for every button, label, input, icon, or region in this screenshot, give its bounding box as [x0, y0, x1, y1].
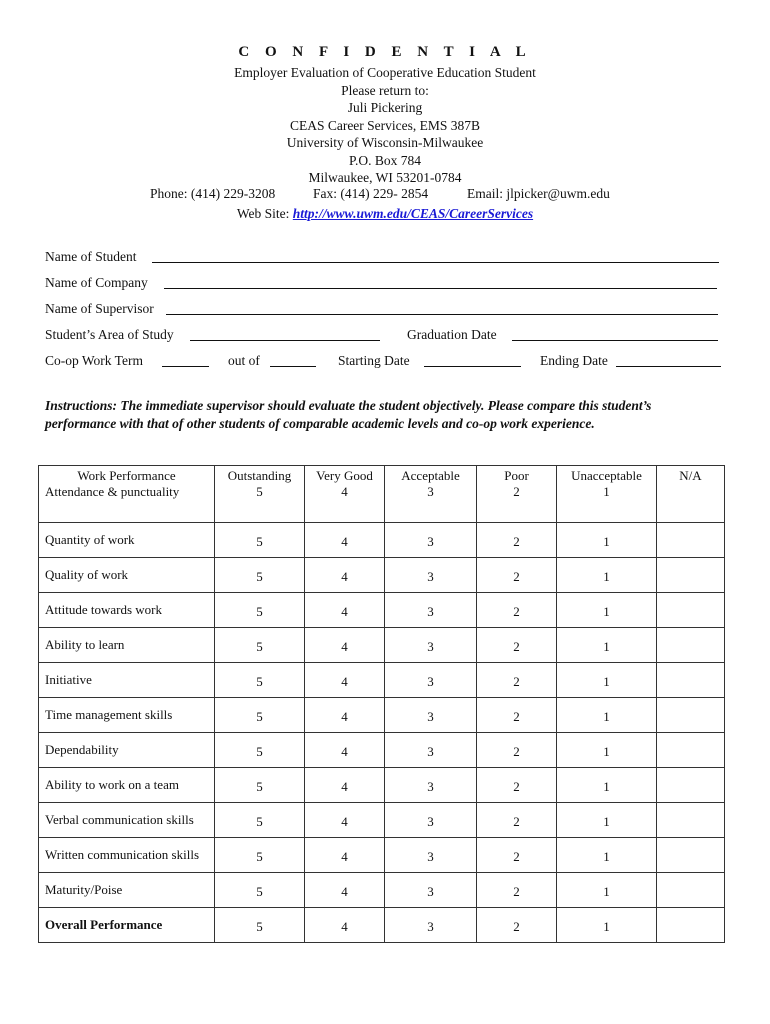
score-cell[interactable]: 1 — [557, 873, 657, 908]
very-good-title: Very Good — [316, 468, 373, 483]
table-row — [39, 733, 725, 768]
score-cell[interactable]: 2 — [477, 908, 557, 943]
table-row — [39, 908, 725, 943]
ending-date-label: Ending Date — [540, 353, 608, 368]
supervisor-name-label: Name of Supervisor — [45, 301, 154, 316]
company-name-line[interactable] — [164, 288, 717, 289]
confidential-heading: C O N F I D E N T I A L — [238, 44, 532, 60]
criterion-label: Dependability — [39, 733, 215, 768]
score-cell[interactable]: 2 — [477, 803, 557, 838]
ending-date-line[interactable] — [616, 366, 721, 367]
score-2[interactable]: 2 — [513, 484, 520, 499]
score-cell[interactable]: 4 — [305, 523, 385, 558]
score-cell[interactable]: 4 — [305, 698, 385, 733]
score-cell[interactable]: 3 — [385, 908, 477, 943]
score-cell[interactable]: 5 — [215, 698, 305, 733]
table-row — [39, 558, 725, 593]
starting-date-line[interactable] — [424, 366, 521, 367]
website-line — [0, 205, 770, 223]
graduation-date-label: Graduation Date — [407, 327, 497, 342]
na-cell[interactable] — [657, 558, 725, 593]
criterion-label: Quality of work — [39, 558, 215, 593]
score-cell[interactable]: 3 — [385, 803, 477, 838]
score-cell[interactable]: 1 — [557, 733, 657, 768]
out-of-label: out of — [228, 353, 260, 368]
starting-date-label: Starting Date — [338, 353, 410, 368]
score-cell[interactable]: 5 — [215, 663, 305, 698]
score-cell[interactable]: 3 — [385, 593, 477, 628]
supervisor-name-line[interactable] — [166, 314, 718, 315]
area-of-study-label: Student’s Area of Study — [45, 327, 174, 342]
return-to-text: Please return to: — [341, 82, 429, 98]
na-cell[interactable] — [657, 663, 725, 698]
criterion-label: Quantity of work — [39, 523, 215, 558]
acceptable-title: Acceptable — [401, 468, 460, 483]
form-title: Employer Evaluation of Cooperative Education Student — [234, 65, 536, 80]
table-row — [39, 838, 725, 873]
score-cell[interactable]: 2 — [477, 768, 557, 803]
score-cell[interactable]: 5 — [215, 558, 305, 593]
university-name: University of Wisconsin-Milwaukee — [286, 135, 484, 150]
score-cell[interactable]: 2 — [477, 733, 557, 768]
score-cell[interactable]: 3 — [385, 838, 477, 873]
score-cell[interactable]: 4 — [305, 663, 385, 698]
score-cell[interactable]: 4 — [305, 803, 385, 838]
score-cell[interactable]: 5 — [215, 838, 305, 873]
score-cell[interactable]: 5 — [215, 873, 305, 908]
score-cell[interactable]: 1 — [557, 523, 657, 558]
table-row — [39, 628, 725, 663]
criterion-label: Time management skills — [39, 698, 215, 733]
score-cell[interactable]: 5 — [215, 733, 305, 768]
na-title: N/A — [679, 468, 702, 483]
na-cell[interactable] — [657, 768, 725, 803]
na-cell[interactable] — [657, 593, 725, 628]
score-cell[interactable]: 3 — [385, 663, 477, 698]
score-cell[interactable]: 1 — [557, 768, 657, 803]
out-of-line[interactable] — [270, 366, 316, 367]
criterion-label: Maturity/Poise — [39, 873, 215, 908]
na-cell[interactable] — [657, 908, 725, 943]
na-header[interactable] — [657, 466, 725, 523]
graduation-date-line[interactable] — [512, 340, 718, 341]
outstanding-header — [215, 466, 305, 523]
table-row — [39, 663, 725, 698]
na-cell[interactable] — [657, 733, 725, 768]
criterion-label: Ability to learn — [39, 628, 215, 663]
unacceptable-title: Unacceptable — [571, 468, 642, 483]
first-row-label: Attendance & punctuality — [45, 484, 180, 499]
work-term-line[interactable] — [162, 366, 209, 367]
score-cell[interactable]: 4 — [305, 908, 385, 943]
score-cell[interactable]: 3 — [385, 558, 477, 593]
city-zip: Milwaukee, WI 53201-0784 — [308, 170, 462, 185]
table-row — [39, 698, 725, 733]
score-cell[interactable]: 1 — [557, 628, 657, 663]
acceptable-header — [385, 466, 477, 523]
fax-number: Fax: (414) 229- 2854 — [313, 186, 429, 201]
score-cell[interactable]: 5 — [215, 628, 305, 663]
score-cell[interactable]: 4 — [305, 558, 385, 593]
score-cell[interactable]: 5 — [215, 523, 305, 558]
score-cell[interactable]: 2 — [477, 593, 557, 628]
po-box: P.O. Box 784 — [348, 152, 421, 168]
table-row — [39, 523, 725, 558]
table-row — [39, 593, 725, 628]
score-cell[interactable]: 2 — [477, 838, 557, 873]
criterion-label: Ability to work on a team — [39, 768, 215, 803]
score-cell[interactable]: 2 — [477, 663, 557, 698]
score-cell[interactable]: 3 — [385, 523, 477, 558]
poor-title: Poor — [504, 468, 529, 483]
score-4[interactable]: 4 — [341, 484, 348, 499]
company-name-label: Name of Company — [45, 275, 148, 290]
criterion-label: Verbal communication skills — [39, 803, 215, 838]
work-performance-title: Work Performance — [77, 468, 176, 483]
score-cell[interactable]: 4 — [305, 838, 385, 873]
score-cell[interactable]: 2 — [477, 558, 557, 593]
criterion-label: Initiative — [39, 663, 215, 698]
score-cell[interactable]: 3 — [385, 733, 477, 768]
score-cell[interactable]: 4 — [305, 628, 385, 663]
score-cell[interactable]: 1 — [557, 593, 657, 628]
score-cell[interactable]: 3 — [385, 873, 477, 908]
table-row — [39, 803, 725, 838]
unacceptable-header — [557, 466, 657, 523]
table-header-row — [39, 466, 725, 523]
score-cell[interactable]: 2 — [477, 873, 557, 908]
student-name-label: Name of Student — [45, 249, 137, 264]
website-link[interactable]: http://www.uwm.edu/CEAS/CareerServices — [292, 206, 534, 221]
work-term-label: Co-op Work Term — [45, 353, 143, 368]
score-cell[interactable]: 5 — [215, 803, 305, 838]
score-cell[interactable]: 1 — [557, 908, 657, 943]
score-cell[interactable]: 3 — [385, 768, 477, 803]
evaluation-table — [38, 465, 725, 943]
score-cell[interactable]: 4 — [305, 733, 385, 768]
score-3[interactable]: 3 — [427, 484, 434, 499]
score-cell[interactable]: 3 — [385, 698, 477, 733]
score-cell[interactable]: 1 — [557, 663, 657, 698]
score-1[interactable]: 1 — [603, 484, 610, 499]
score-cell[interactable]: 1 — [557, 803, 657, 838]
score-cell[interactable]: 5 — [215, 768, 305, 803]
score-cell[interactable]: 1 — [557, 558, 657, 593]
score-cell[interactable]: 5 — [215, 908, 305, 943]
na-cell[interactable] — [657, 803, 725, 838]
outstanding-title: Outstanding — [227, 468, 292, 483]
score-cell[interactable]: 2 — [477, 698, 557, 733]
criterion-label: Written communication skills — [39, 838, 215, 873]
score-cell[interactable]: 2 — [477, 523, 557, 558]
score-cell[interactable]: 3 — [385, 628, 477, 663]
contact-name: Juli Pickering — [347, 100, 423, 115]
area-of-study-line[interactable] — [190, 340, 380, 341]
na-cell[interactable] — [657, 698, 725, 733]
poor-header — [477, 466, 557, 523]
score-cell[interactable]: 2 — [477, 628, 557, 663]
criterion-label: Overall Performance — [39, 908, 215, 943]
work-performance-header — [39, 466, 215, 523]
table-row — [39, 768, 725, 803]
score-cell[interactable]: 4 — [305, 768, 385, 803]
criterion-label: Attitude towards work — [39, 593, 215, 628]
score-5[interactable]: 5 — [256, 484, 263, 499]
table-row — [39, 873, 725, 908]
score-cell[interactable]: 4 — [305, 593, 385, 628]
score-cell[interactable]: 1 — [557, 698, 657, 733]
very-good-header — [305, 466, 385, 523]
na-cell[interactable] — [657, 873, 725, 908]
website-label: Web Site: — [236, 206, 290, 221]
office-address: CEAS Career Services, EMS 387B — [289, 117, 481, 133]
na-cell[interactable] — [657, 523, 725, 558]
score-cell[interactable]: 5 — [215, 593, 305, 628]
phone-number: Phone: (414) 229-3208 — [150, 186, 276, 201]
na-cell[interactable] — [657, 628, 725, 663]
na-cell[interactable] — [657, 838, 725, 873]
score-cell[interactable]: 4 — [305, 873, 385, 908]
email-address: Email: jlpicker@uwm.edu — [467, 186, 610, 201]
instructions-text: Instructions: The immediate supervisor should evaluate the student objectively. Please compare this student’s performance with that of other students of comparable academic levels and co-op work experience. — [45, 398, 652, 431]
score-cell[interactable]: 1 — [557, 838, 657, 873]
student-name-line[interactable] — [152, 262, 719, 263]
